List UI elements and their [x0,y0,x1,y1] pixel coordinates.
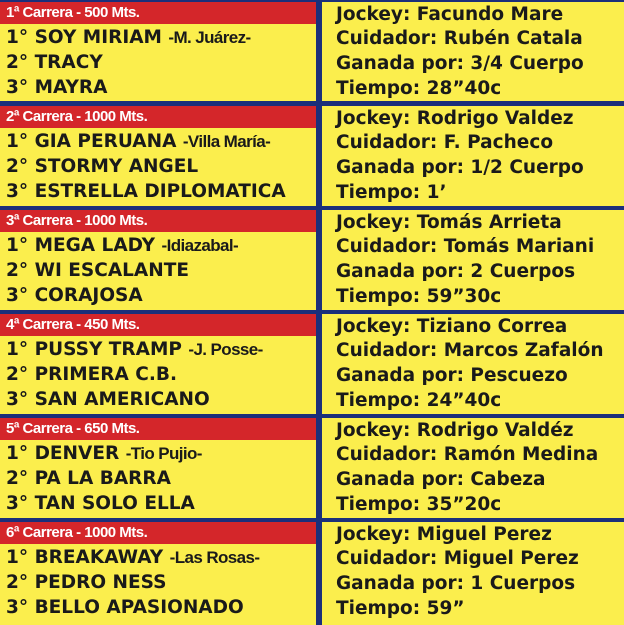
column-divider [316,106,322,206]
race-time: Tiempo: 59”30c [336,286,502,307]
second-place: 2° STORMY ANGEL [6,156,199,177]
winning-margin: Ganada por: Pescuezo [336,365,568,386]
first-place-horse: 1° DENVER [6,443,126,464]
first-place-stable: -J. Posse- [188,340,263,359]
column-divider [316,2,322,101]
first-place-stable: -Tio Pujio- [125,444,202,463]
first-place [6,338,263,362]
trainer: Cuidador: Marcos Zafalón [336,340,604,361]
race-time: Tiempo: 59” [336,598,465,619]
first-place-stable: -Villa María- [182,132,271,151]
race-card-2 [0,106,624,206]
race-header: 2ª Carrera - 1000 Mts. [0,106,316,128]
race-header: 6ª Carrera - 1000 Mts. [0,522,316,544]
jockey: Jockey: Tiziano Correa [336,316,568,337]
column-divider [316,522,322,625]
race-time: Tiempo: 28”40c [336,78,502,99]
jockey: Jockey: Miguel Perez [336,524,552,545]
column-divider [316,314,322,414]
race-card-6 [0,522,624,625]
race-header: 5ª Carrera - 650 Mts. [0,418,316,440]
winning-margin: Ganada por: Cabeza [336,469,546,490]
second-place: 2° PA LA BARRA [6,468,171,489]
race-time: Tiempo: 1’ [336,182,447,203]
second-place: 2° TRACY [6,52,103,73]
trainer: Cuidador: Tomás Mariani [336,236,595,257]
first-place [6,546,259,570]
race-header: 4ª Carrera - 450 Mts. [0,314,316,336]
winning-margin: Ganada por: 1 Cuerpos [336,573,576,594]
first-place-horse: 1° PUSSY TRAMP [6,339,189,360]
first-place-horse: 1° BREAKAWAY [6,547,170,568]
first-place-stable: -Las Rosas- [169,548,260,567]
winning-margin: Ganada por: 1/2 Cuerpo [336,157,584,178]
race-header: 1ª Carrera - 500 Mts. [0,2,316,24]
first-place-stable: -M. Juárez- [168,28,251,47]
first-place [6,442,202,466]
first-place-stable: -Idiazabal- [161,236,239,255]
winning-margin: Ganada por: 2 Cuerpos [336,261,576,282]
first-place [6,234,238,258]
first-place-horse: 1° MEGA LADY [6,235,162,256]
first-place [6,26,251,50]
race-time: Tiempo: 24”40c [336,390,502,411]
trainer: Cuidador: Miguel Perez [336,548,579,569]
first-place-horse: 1° SOY MIRIAM [6,27,169,48]
third-place: 3° SAN AMERICANO [6,389,210,410]
jockey: Jockey: Tomás Arrieta [336,212,562,233]
column-divider [316,210,322,310]
first-place [6,130,270,154]
race-header: 3ª Carrera - 1000 Mts. [0,210,316,232]
jockey: Jockey: Facundo Mare [336,4,564,25]
jockey: Jockey: Rodrigo Valdéz [336,420,574,441]
column-divider [316,418,322,518]
race-card-3 [0,210,624,310]
second-place: 2° PRIMERA C.B. [6,364,178,385]
trainer: Cuidador: Ramón Medina [336,444,599,465]
winning-margin: Ganada por: 3/4 Cuerpo [336,53,584,74]
race-card-5 [0,418,624,518]
race-card-4 [0,314,624,414]
trainer: Cuidador: F. Pacheco [336,132,554,153]
third-place: 3° CORAJOSA [6,285,143,306]
third-place: 3° ESTRELLA DIPLOMATICA [6,181,286,202]
second-place: 2° PEDRO NESS [6,572,167,593]
third-place: 3° BELLO APASIONADO [6,597,244,618]
first-place-horse: 1° GIA PERUANA [6,131,183,152]
race-card-1 [0,2,624,101]
jockey: Jockey: Rodrigo Valdez [336,108,574,129]
third-place: 3° MAYRA [6,77,108,98]
third-place: 3° TAN SOLO ELLA [6,493,195,514]
second-place: 2° WI ESCALANTE [6,260,189,281]
trainer: Cuidador: Rubén Catala [336,28,583,49]
race-time: Tiempo: 35”20c [336,494,502,515]
